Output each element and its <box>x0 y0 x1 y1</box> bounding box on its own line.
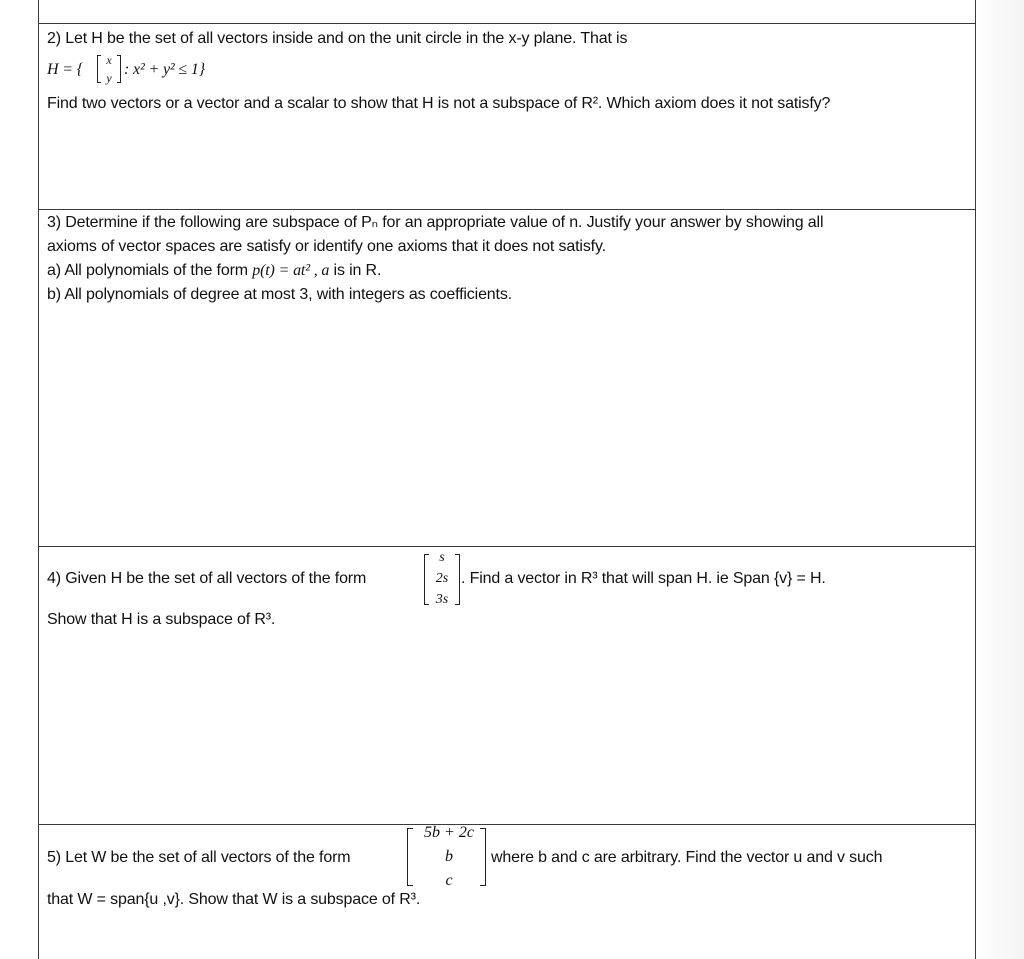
row-divider <box>38 546 976 547</box>
q2-vec-x: x <box>106 53 112 67</box>
q5-statement: 5) Let W be the set of all vectors of the form <box>47 849 351 866</box>
q4-vec-entry: 3s <box>435 592 449 607</box>
q2-task: Find two vectors or a vector and a scalar to show that H is not a subspace of R². Which axiom does it not satisfy? <box>47 95 831 112</box>
q2-statement: 2) Let H be the set of all vectors inside and on the unit circle in the x-y plane. That is <box>47 30 628 47</box>
q5-task: where b and c are arbitrary. Find the vector u and v such <box>491 849 883 866</box>
q4-statement: 4) Given H be the set of all vectors of the form <box>47 570 367 587</box>
q2-set-lhs: H = { <box>47 61 84 78</box>
q5-vec-entry: c <box>445 872 453 889</box>
q4-vec-entry: 2s <box>435 571 449 586</box>
q3-part-a-formula: p(t) = at² , a <box>252 262 330 279</box>
row-divider <box>38 824 976 825</box>
row-divider <box>38 209 976 210</box>
q2-set-condition: : x² + y² ≤ 1} <box>124 61 206 78</box>
right-bracket <box>117 55 121 83</box>
q4-vec-entry: s <box>439 550 445 565</box>
right-bracket <box>455 554 460 605</box>
q3-part-b: b) All polynomials of degree at most 3, with integers as coefficients. <box>47 286 513 303</box>
right-bracket <box>480 828 486 886</box>
q4-task: . Find a vector in R³ that will span H. ie Span {v} = H. <box>461 570 826 587</box>
q5-vec-entry: b <box>445 848 453 865</box>
q5-vec-entry: 5b + 2c <box>424 824 474 841</box>
q2-vec-y: y <box>106 71 112 85</box>
row-divider <box>38 23 976 24</box>
q5-task-cont: that W = span{u ,v}. Show that W is a subspace of R³. <box>47 891 421 908</box>
question-table <box>38 0 976 959</box>
q3-statement: 3) Determine if the following are subspace of Pₙ for an appropriate value of n. Justify your answer by showing all <box>47 214 824 231</box>
page-edge-shadow <box>976 0 1024 959</box>
q3-statement-cont: axioms of vector spaces are satisfy or identify one axioms that it does not satisfy. <box>47 238 606 255</box>
q2-set-definition <box>47 58 83 82</box>
q3-part-a: a) All polynomials of the form p(t) = at² , a is in R. <box>47 262 382 279</box>
q4-task-cont: Show that H is a subspace of R³. <box>47 611 276 628</box>
